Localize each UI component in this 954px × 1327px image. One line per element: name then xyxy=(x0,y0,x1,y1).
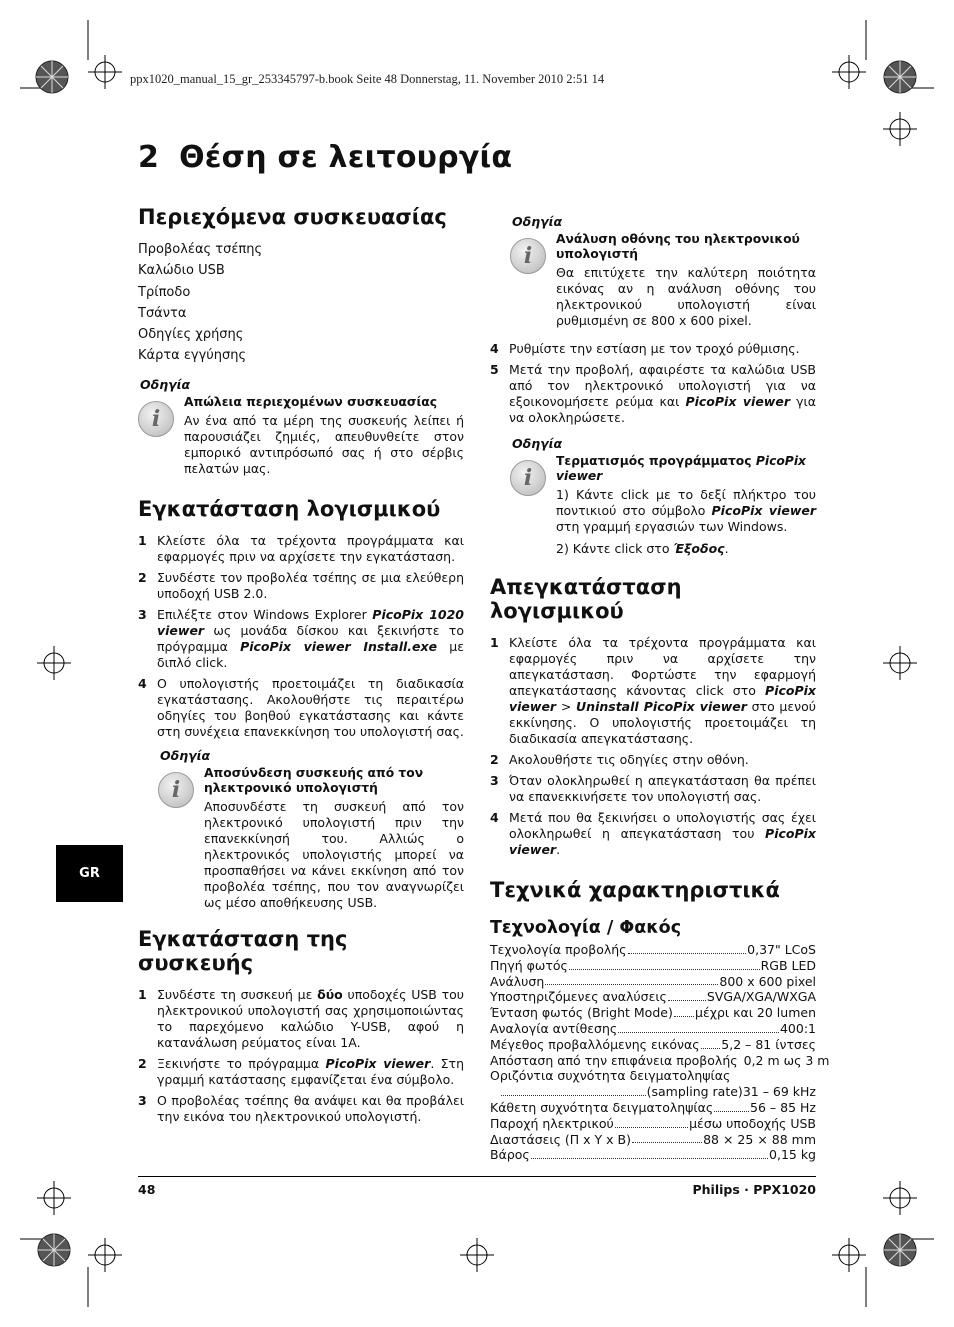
chapter-title xyxy=(138,140,512,175)
uninstall-steps xyxy=(490,635,816,858)
note-title: Ανάλυση οθόνης του ηλεκτρονικού υπολογιστή xyxy=(556,232,800,261)
spec-row: Οριζόντια συχνότητα δειγματοληψίας xyxy=(490,1068,731,1084)
step-item: 2 Συνδέστε τον προβολέα τσέπης σε μια ελεύθερη υποδοχή USB 2.0. xyxy=(138,569,464,601)
contents-heading: Περιεχόμενα συσκευασίας xyxy=(138,205,447,229)
specs-table xyxy=(490,942,830,1163)
step-item: 2 Ξεκινήστε το πρόγραμμα PicoPix viewer. Στη γραμμή κατάστασης εμφανίζεται ένα σύμβολο. xyxy=(138,1055,465,1087)
note-label: Οδηγία xyxy=(512,436,563,451)
step-item: 2 Ακολουθήστε τις οδηγίες στην οθόνη. xyxy=(490,752,749,767)
info-icon: i xyxy=(510,460,546,496)
note-label: Οδηγία xyxy=(512,214,563,229)
device-install-steps xyxy=(138,987,464,1125)
step-item: 4 Ρυθμίστε την εστίαση με τον τροχό ρύθμισης. xyxy=(490,341,800,356)
info-icon: i xyxy=(510,238,546,274)
list-item: Καλώδιο USB xyxy=(138,263,225,279)
contents-list xyxy=(138,239,464,367)
chapter-title-text: Θέση σε λειτουργία xyxy=(179,140,513,175)
list-item: Τρίποδο xyxy=(138,284,191,300)
specs-subheading: Τεχνολογία / Φακός xyxy=(490,918,682,938)
note-block xyxy=(510,436,816,557)
step-item: 5 Μετά την προβολή, αφαιρέστε τα καλώδια USB από τον ηλεκτρονικό υπολογιστή για να εξοικονομήσετε ρεύμα και PicoPix viewer για να ολοκληρώσετε. xyxy=(490,362,816,425)
note-block xyxy=(138,377,464,477)
list-item: Κάρτα εγγύησης xyxy=(138,348,247,364)
step-item: 4 Μετά που θα ξεκινήσει ο υπολογιστής σας έχει ολοκληρωθεί η απεγκατάσταση του PicoPix viewer. xyxy=(490,810,816,857)
spec-row: Διαστάσεις (Π x Υ x Β) 88 × 25 × 88 mm xyxy=(490,1131,816,1147)
list-item: Προβολέας τσέπης xyxy=(138,242,263,257)
software-install-steps xyxy=(138,533,464,740)
note-block xyxy=(510,214,816,329)
spec-row: Αναλογία αντίθεσης 400:1 xyxy=(490,1020,816,1036)
spec-row: Βάρος 0,15 kg xyxy=(490,1147,816,1163)
spec-row: (sampling rate)31 – 69 kHz xyxy=(490,1084,816,1100)
spec-row: Κάθετη συχνότητα δειγματοληψίας 56 – 85 Hz xyxy=(490,1099,816,1115)
note-text: Θα επιτύχετε την καλύτερη ποιότητα εικόνας αν η ανάλυση οθόνης του ηλεκτρονικού υπολογιστή είναι ρυθμισμένη σε 800 x 600 pixel. xyxy=(556,265,816,328)
step-item: 3 Επιλέξτε στον Windows Explorer PicoPix 1020 viewer ως μονάδα δίσκου και ξεκινήστε το πρόγραμμα PicoPix viewer Install.exe με διπλό click. xyxy=(138,606,464,670)
step-item: 3 Όταν ολοκληρωθεί η απεγκατάσταση θα πρέπει να επανεκκινήσετε τον υπολογιστή σας. xyxy=(490,773,816,804)
note-label: Οδηγία xyxy=(140,376,191,392)
page-number: 48 xyxy=(138,1182,156,1197)
step-item: 1 Συνδέστε τη συσκευή με δύο υποδοχές USB του ηλεκτρονικού υπολογιστή σας χρησιμοποιώντας το παρεχόμενο καλώδιο Y-USB, αφού η κατανάλωση ρεύματος είναι 1A. xyxy=(138,986,464,1050)
note-text: 2) Κάντε click στο Έξοδος. xyxy=(556,541,729,556)
note-text: 1) Κάντε click με το δεξί πλήκτρο του ποντικιού στο σύμβολο PicoPix viewer στη γραμμή εργασιών των Windows. xyxy=(556,487,817,534)
uninstall-heading: Απεγκατάσταση λογισμικού xyxy=(490,575,682,623)
spec-row: Υποστηριζόμενες αναλύσεις SVGA/XGA/WXGA xyxy=(490,989,816,1005)
note-text: Αποσυνδέστε τη συσκευή από τον ηλεκτρονικό υπολογιστή πριν την επανεκκίνησή του. Αλλιώς ο ηλεκτρονικός υπολογιστής μπορεί να προσπαθήσει να κάνει εκκίνηση από τον προβολέα τσέπης, που τον αναγνωρίζει ως μέσο αποθήκευσης USB. xyxy=(204,798,464,910)
device-install-heading: Εγκατάσταση της συσκευής xyxy=(138,926,348,975)
chapter-number: 2 xyxy=(138,140,160,175)
spec-row: Απόσταση από την επιφάνεια προβολής 0,2 m ως 3 m xyxy=(490,1052,830,1068)
note-title: Απώλεια περιεχομένων συσκευασίας xyxy=(184,394,437,409)
footer-brand: Philips · PPX1020 xyxy=(692,1182,816,1197)
step-item: 4 Ο υπολογιστής προετοιμάζει τη διαδικασία εγκατάστασης. Ακολουθήστε τις περαιτέρω οδηγίες του βοηθού εγκατάστασης και κάντε στη συνέχεια επανεκκίνηση του υπολογιστή σας. xyxy=(138,675,464,739)
note-block xyxy=(158,748,464,911)
language-tab: GR xyxy=(56,845,123,902)
footer-rule xyxy=(138,1176,816,1177)
spec-row: Παροχή ηλεκτρικού μέσω υποδοχής USB xyxy=(490,1115,816,1131)
spec-row: Μέγεθος προβαλλόμενης εικόνας 5,2 – 81 ίντσες xyxy=(490,1036,816,1052)
specs-heading: Τεχνικά χαρακτηριστικά xyxy=(490,878,780,902)
list-item: Οδηγίες χρήσης xyxy=(138,327,244,343)
note-text: Αν ένα από τα μέρη της συσκευής λείπει ή παρουσιάζει ζημιές, απευθυνθείτε στον εμπορικό αντιπρόσωπό σας ή στο σέρβις πελατών μας. xyxy=(184,412,464,476)
left-column xyxy=(138,205,464,1130)
list-item: Τσάντα xyxy=(138,305,187,321)
software-install-heading: Εγκατάσταση λογισμικού xyxy=(138,496,441,521)
spec-row: Ανάλυση 800 x 600 pixel xyxy=(490,973,816,989)
spec-row: Ένταση φωτός (Bright Mode) μέχρι και 20 lumen xyxy=(490,1005,816,1021)
spec-row: Τεχνολογία προβολής 0,37" LCoS xyxy=(490,942,816,957)
right-column xyxy=(490,214,830,1163)
note-title: Αποσύνδεση συσκευής από τον ηλεκτρονικό υπολογιστή xyxy=(204,765,424,795)
step-item: 3 Ο προβολέας τσέπης θα ανάψει και θα προβάλει την εικόνα του ηλεκτρονικού υπολογιστή. xyxy=(138,1092,464,1124)
info-icon: i xyxy=(158,772,194,808)
file-info-header: ppx1020_manual_15_gr_253345797-b.book Seite 48 Donnerstag, 11. November 2010 2:51 14 xyxy=(130,72,605,86)
step-item: 1 Κλείστε όλα τα τρέχοντα προγράμματα και εφαρμογές πριν να αρχίσετε την απεγκατάσταση. Φορτώστε την εφαρμογή απεγκατάστασης κάνοντας click στο PicoPix viewer > Uninstall PicoPix viewer στο μενού εκκίνησης. Ο υπολογιστής προετοιμάζει τη διαδικασία απεγκατάστασης. xyxy=(490,635,816,746)
note-label: Οδηγία xyxy=(160,747,211,763)
step-item: 1 Κλείστε όλα τα τρέχοντα προγράμματα και εφαρμογές πριν να αρχίσετε την εγκατάσταση. xyxy=(138,532,464,564)
spec-row: Πηγή φωτός RGB LED xyxy=(490,957,816,973)
note-title: Τερματισμός προγράμματος PicoPix viewer xyxy=(556,454,806,483)
info-icon: i xyxy=(138,401,174,437)
